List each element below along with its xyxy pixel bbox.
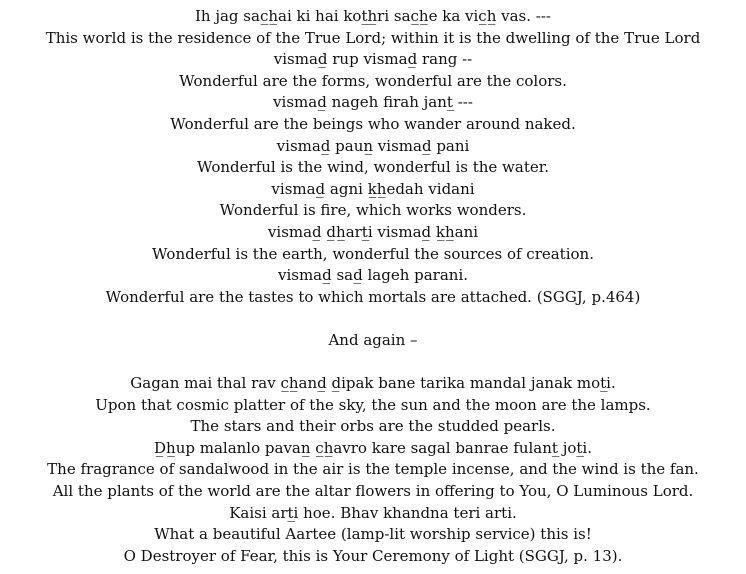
translation-line: Wonderful is fire, which works wonders. (219, 201, 527, 220)
verse-line: vismad̲ paun̲ vismad̲ pani (276, 136, 470, 155)
verse-line: Kaisi art̲i hoe. Bhav khandna teri arti. (229, 503, 517, 522)
translation-line: This world is the residence of the True Lord; within it is the dwelling of the True Lord (45, 28, 701, 47)
verse-line: vismad̲ d̲h̲art̲i vismad̲ k̲h̲ani (267, 222, 479, 241)
translation-line: Wonderful is the wind, wonderful is the water. (196, 158, 550, 177)
transition-line: And again – (328, 330, 418, 349)
spacer (0, 308, 746, 330)
verse-line: Gagan mai thal rav c̲h̲and̲ d̲ipak bane tarika mandal janak mot̲i. (130, 374, 616, 393)
verse-line: Ih jag sac̲h̲ai ki hai kot̲h̲ri sac̲h̲e ka vic̲h̲ vas. --- (194, 7, 551, 25)
translation-line: O Destroyer of Fear, this is Your Ceremony of Light (SGGJ, p. 13). (123, 546, 623, 565)
verse-block-2 (0, 373, 746, 567)
translation-line: The fragrance of sandalwood in the air is the temple incense, and the wind is the fan. (47, 460, 699, 479)
translation-line: All the plants of the world are the altar flowers in offering to You, O Luminous Lord. (52, 482, 694, 501)
translation-line: What a beautiful Aartee (lamp-lit worship service) this is! (154, 525, 592, 544)
translation-line: Wonderful are the forms, wonderful are the colors. (179, 71, 567, 90)
translation-line: Upon that cosmic platter of the sky, the sun and the moon are the lamps. (95, 395, 651, 414)
verse-line: D̲h̲up malanlo pavan̲ c̲h̲avro kare sagal banrae fulant̲ jot̲i. (154, 438, 592, 457)
translation-line: Wonderful is the earth, wonderful the sources of creation. (152, 244, 594, 263)
verse-block-1 (0, 6, 746, 308)
verse-line: vismad̲ rup vismad̲ rang -- (273, 50, 473, 69)
verse-line: vismad̲ agni k̲h̲edah vidani (271, 179, 475, 198)
translation-line: Wonderful are the tastes to which mortals are attached. (SGGJ, p.464) (105, 287, 641, 306)
transition-block (0, 330, 746, 352)
verse-line: vismad̲ nageh firah jant̲ --- (273, 93, 473, 112)
verse-line: vismad̲ sad̲ lageh parani. (277, 266, 469, 285)
translation-line: Wonderful are the beings who wander around naked. (170, 114, 576, 133)
translation-line: The stars and their orbs are the studded pearls. (190, 417, 556, 436)
spacer (0, 352, 746, 374)
